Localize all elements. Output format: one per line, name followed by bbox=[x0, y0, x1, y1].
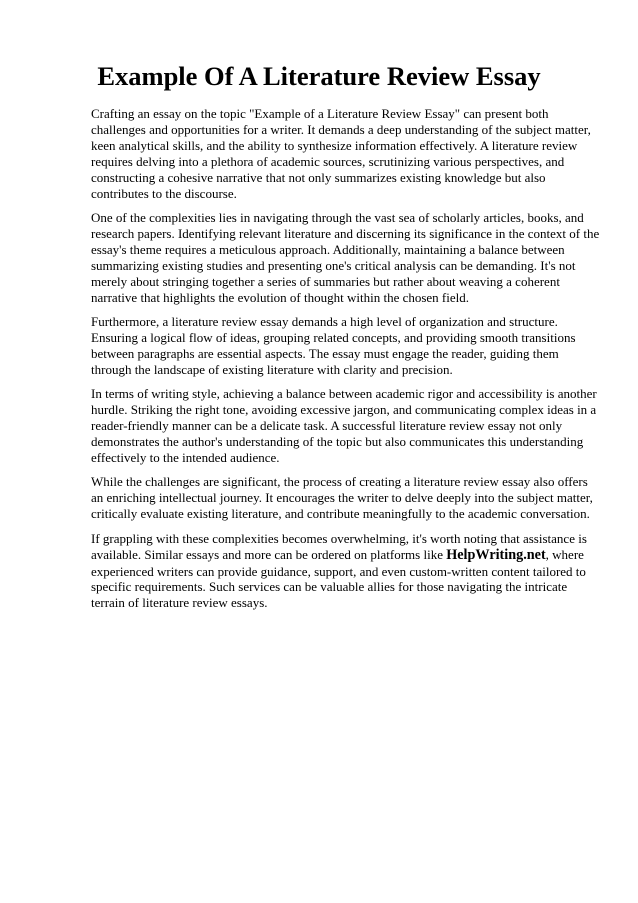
document-title: Example Of A Literature Review Essay bbox=[97, 61, 541, 91]
document-body bbox=[91, 106, 601, 620]
paragraph: Crafting an essay on the topic "Example of a Literature Review Essay" can present both challenges and opportunities for a writer. It demands a deep understanding of the subject matter, keen analytical skills, and the ability to synthesize information effectively. A literature review requires delving into a plethora of academic sources, scrutinizing various perspectives, and constructing a cohesive narrative that not only summarizes existing knowledge but also contributes to the discourse. bbox=[91, 106, 591, 201]
paragraph: One of the complexities lies in navigating through the vast sea of scholarly articles, books, and research papers. Identifying relevant literature and discerning its significance in the context of the essay's theme requires a meticulous approach. Additionally, maintaining a balance between summarizing existing studies and presenting one's critical analysis can be demanding. It's not merely about stringing together a series of summaries but rather about weaving a coherent narrative that highlights the evolution of thought within the chosen field. bbox=[91, 210, 600, 305]
paragraph: Furthermore, a literature review essay demands a high level of organization and structure. Ensuring a logical flow of ideas, grouping related concepts, and providing smooth transitions between paragraphs are essential aspects. The essay must engage the reader, guiding them through the landscape of existing literature with clarity and precision. bbox=[91, 314, 576, 377]
paragraph: While the challenges are significant, the process of creating a literature review essay also offers an enriching intellectual journey. It encourages the writer to delve deeply into the subject matter, critically evaluate existing literature, and contribute meaningfully to the academic conversation. bbox=[91, 474, 593, 522]
paragraph: In terms of writing style, achieving a balance between academic rigor and accessibility is another hurdle. Striking the right tone, avoiding excessive jargon, and communicating complex ideas in a reader-friendly manner can be a delicate task. A successful literature review essay not only demonstrates the author's understanding of the topic but also communicates this understanding effectively to the intended audience. bbox=[91, 386, 597, 465]
paragraph-text-after: , where experienced writers can provide guidance, support, and even custom-written content tailored to specific requirements. Such services can be valuable allies for those navigating the intricate terrain of literature review essays. bbox=[91, 546, 586, 611]
paragraph-last bbox=[91, 531, 601, 612]
brand-name: HelpWriting.net bbox=[446, 546, 546, 563]
paragraph-text-before: If grappling with these complexities becomes overwhelming, it's worth noting that assistance is available. Similar essays and more can be ordered on platforms like bbox=[91, 530, 587, 562]
